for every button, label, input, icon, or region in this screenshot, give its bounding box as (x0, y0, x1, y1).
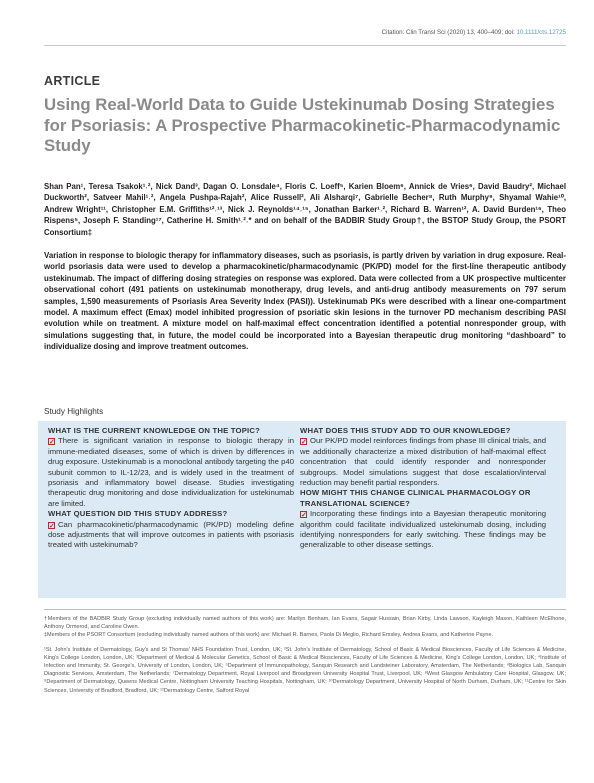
footnote-psort: ‡Members of the PSORT Consortium (excluding individually named authors of this work) are: Michael R. Barnes, Paola Di Meglio, Richard Emsley, Andrea Evans, and Katherine Payne. (44, 632, 494, 639)
citation-line (382, 29, 566, 36)
highlight-answer: ✓ Can pharmacokinetic/pharmacodynamic (PK/PD) modeling define dose adjustments that will improve outcomes in patients with psoriasis treated with ustekinumab? (48, 519, 294, 550)
footnotes (44, 615, 566, 695)
citation-text: Citation: Clin Transl Sci (2020) 13, 400–409; doi: (381, 29, 515, 36)
doi-link[interactable]: 10.1111/cts.12725 (516, 29, 566, 36)
highlight-question: WHAT IS THE CURRENT KNOWLEDGE ON THE TOPIC? (48, 426, 261, 435)
author-list: Shan Pan¹, Teresa Tsakok¹˒², Nick Dand³, Dagan O. Lonsdale⁴, Floris C. Loeff⁵, Karien Bloem⁶, Annick de Vries⁶, David Baudry², Michael Duckworth², Satveer Mahil¹˒², Angela Pushpa-Rajah², Alice Russell², Ali Alsharqi⁷, Gabrielle Becher⁸, Ruth Murphy⁹, Shyamal Wahie¹⁰, Andrew Wright¹¹, Christopher E.M. Griffiths¹²˒¹³, Nick J. Reynolds¹⁴˒¹⁵, Jonathan Barker¹˒², Richard B. Warren¹², A. David Burden¹⁶, Theo Rispens⁵, Joseph F. Standing¹⁷, Catherine H. Smith¹˒²˒* and on behalf of the BADBIR Study Group†, the BSTOP Study Group, the PSORT Consortium‡ (44, 182, 566, 237)
checkbox-icon: ✓ (49, 439, 55, 447)
checkbox-icon: ✓ (49, 522, 55, 530)
header-rule (44, 45, 566, 46)
affiliations: ¹St. John's Institute of Dermatology, Guy's and St Thomas' NHS Foundation Trust, London, UK; ²St. John's Institute of Dermatology, School of Basic & Medical Biosciences, Faculty of Life Sciences & Medicine, King's College London, London, UK; ³Department of Medical & Molecular Genetics, School of Basic & Medical Biosciences, Faculty of Life Sciences & Medicine, King's College London, London, UK; ⁴Institute of Infection and Immunity, St. George's, University of London, London, UK; ⁵Department of Immunopathology, Sanquin Research and Landsteiner Laboratory, Amsterdam, The Netherlands; ⁶Biologics Lab, Sanquin Diagnostic Services, Amsterdam, The Netherlands; ⁷Dermatology Department, Royal Liverpool and Broadgreen University Hospital Trust, Liverpool, UK; ⁸West Glasgow Ambulatory Care Hospital, Glasgow, UK; ⁹Department of Dermatology, Queens Medical Centre, Nottingham University Teaching Hospitals, Nottingham, UK; ¹⁰Dermatology Department, University Hospital of North Durham, Durham, UK; ¹¹Centre for Skin Sciences, University of Bradford, Bradford, UK; ¹²Dermatology Centre, Salford Royal (44, 646, 566, 694)
highlight-answer: ✓ Our PK/PD model reinforces findings from phase III clinical trials, and we additionally characterize a mixed distribution of half-maximal effect concentration that could identify responder and nonresponder subgroups. Model simulations suggest that dose escalation/interval reduction may benefit partial responders. (300, 436, 546, 488)
study-highlights-label: Study Highlights (44, 407, 104, 416)
highlight-answer: ✓ There is significant variation in response to biologic therapy in immune-mediated diseases, some of which is driven by differences in drug exposure. Ustekinumab is a monoclonal antibody targeting the p40 subunit common to IL-12/23, and is widely used in the treatment of psoriasis and inflammatory bowel disease. Studies investigating therapeutic drug monitoring and dose individualization for ustekinumab are limited. (48, 436, 294, 508)
footnote-badbir: †Members of the BADBIR Study Group (excluding individually named authors of this work) are: Marilyn Benham, Ian Evans, Sagair Hussain, Brian Kirby, Linda Lawson, Kayleigh Mason, Kathleen McElhone, Anthony Ormerod, and Caroline Owen. (44, 616, 566, 631)
checkbox-icon: ✓ (301, 439, 307, 447)
highlights-right-column (300, 426, 546, 551)
abstract: Variation in response to biologic therapy for inflammatory diseases, such as psoriasis, is partly driven by variation in drug exposure. Real-world psoriasis data were used to develop a pharmacokinetic/pharmacodynamic (PK/PD) model for the first-line therapeutic antibody ustekinumab. The impact of differing dosing strategies on response was explored. Data were collected from a UK prospective multicenter observational cohort (491 patients on ustekinumab monotherapy, drug levels, and anti-drug antibody measurements on 797 serum samples, 1,590 measurements of Psoriasis Area Severity Index (PASI)). Ustekinumab PKs were described with a linear one-compartment model. A maximum effect (Emax) model inhibited progression of psoriatic skin lesions in the turnover PD mechanism describing PASI evolution while on treatment. A mixture model on half-maximal effect concentration identified a potential nonresponder group, with simulations suggesting that, in future, the model could be incorporated into a Bayesian therapeutic drug monitoring “dashboard” to individualize dosing and improve treatment outcomes. (44, 251, 566, 352)
checkbox-icon: ✓ (301, 512, 307, 520)
study-highlights-box (38, 421, 566, 598)
article-title: Using Real-World Data to Guide Ustekinumab Dosing Strategies for Psoriasis: A Prospective Pharmacokinetic-Pharmacodynamic Study (44, 95, 561, 155)
article-type-label: ARTICLE (44, 74, 101, 88)
highlight-question: WHAT DOES THIS STUDY ADD TO OUR KNOWLEDGE? (300, 426, 511, 435)
highlight-question: WHAT QUESTION DID THIS STUDY ADDRESS? (48, 509, 228, 519)
highlights-left-column (48, 426, 294, 551)
highlight-answer: ✓ Incorporating these findings into a Bayesian therapeutic monitoring algorithm could facilitate individualized ustekinumab dosing, including identifying nonresponders for early switching. These findings may be generalizable to other disease settings. (300, 509, 546, 550)
highlight-question: HOW MIGHT THIS CHANGE CLINICAL PHARMACOLOGY OR TRANSLATIONAL SCIENCE? (300, 488, 531, 508)
footnote-rule (44, 609, 566, 610)
